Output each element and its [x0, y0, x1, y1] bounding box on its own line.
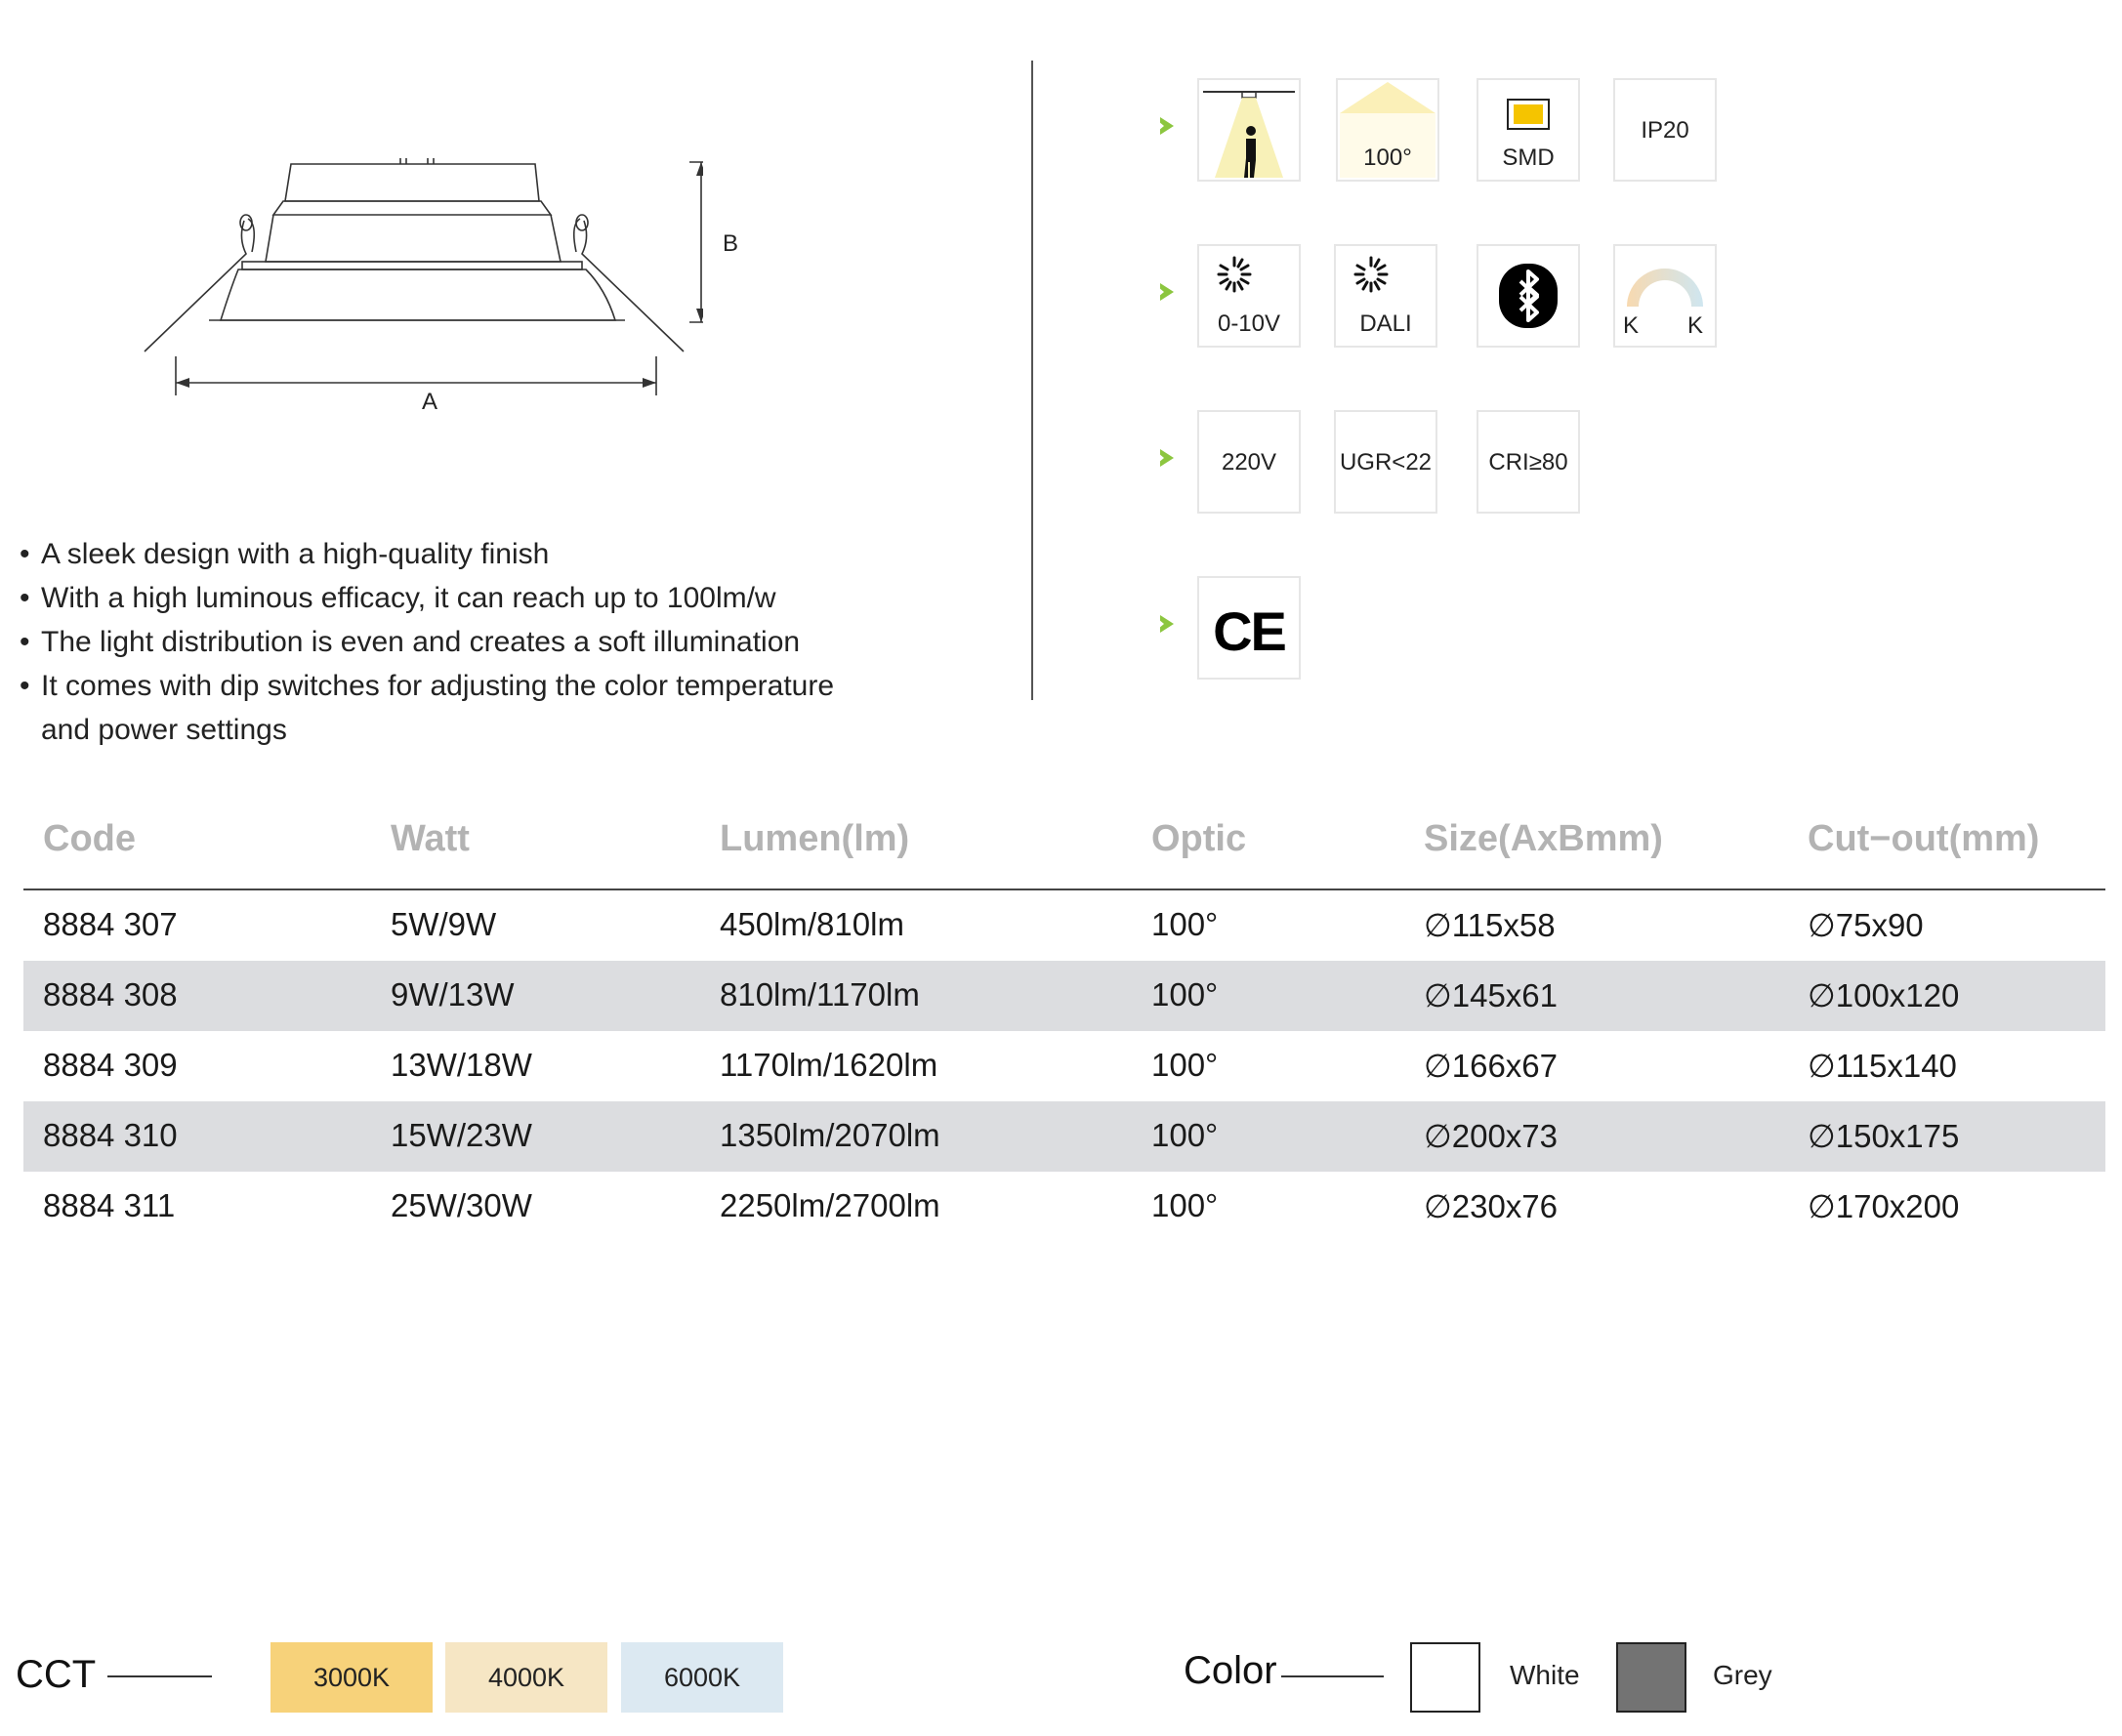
- arrow-icon: [1160, 117, 1174, 135]
- feature-item: • A sleek design with a high-quality finish: [20, 532, 1016, 576]
- cct-swatch-3000k: 3000K: [270, 1642, 433, 1713]
- cri-badge: CRI≥80: [1477, 410, 1580, 514]
- bullet-dot: •: [20, 582, 30, 614]
- table-row: 8884 311 25W/30W 2250lm/2700lm 100° ∅230x76 ∅170x200: [43, 1187, 1960, 1224]
- bullet-dot: •: [20, 626, 30, 658]
- arrow-icon: [1160, 283, 1174, 301]
- table-header: [23, 808, 2105, 890]
- color-label: Color: [1184, 1649, 1277, 1692]
- color-divider-line: [1281, 1675, 1384, 1677]
- header-size: Size(AxBmm): [1424, 818, 1663, 859]
- cct-label: CCT: [16, 1653, 97, 1696]
- table-row: 8884 309 13W/18W 1170lm/1620lm 100° ∅166x67 ∅115x140: [43, 1047, 1957, 1084]
- beam-angle-icon: 100°: [1336, 78, 1439, 182]
- bluetooth-icon: [1477, 244, 1580, 348]
- arrow-icon: [1160, 449, 1174, 467]
- ugr-badge: UGR<22: [1334, 410, 1437, 514]
- feature-item-continued: and power settings: [41, 714, 287, 746]
- downlight-sketch: [137, 146, 703, 420]
- feature-item: • The light distribution is even and creates a soft illumination: [20, 620, 1016, 664]
- color-swatch-white: [1410, 1642, 1480, 1713]
- dimension-label-a: A: [422, 389, 438, 415]
- table-row: 8884 307 5W/9W 450lm/810lm 100° ∅115x58 ∅75x90: [43, 906, 1924, 943]
- table-row: 8884 308 9W/13W 810lm/1170lm 100° ∅145x61 ∅100x120: [23, 961, 2105, 1031]
- color-name-grey: Grey: [1713, 1660, 1772, 1690]
- ce-mark-icon: CE: [1197, 576, 1301, 680]
- dimension-drawing: [137, 146, 739, 420]
- header-cutout: Cut−out(mm): [1808, 818, 2040, 859]
- arrow-icon: [1160, 615, 1174, 633]
- feature-item: • With a high luminous efficacy, it can reach up to 100lm/w: [20, 576, 1016, 620]
- beam-person-icon: [1197, 78, 1301, 182]
- color-swatch-grey: [1616, 1642, 1686, 1713]
- dimmer-dali-icon: DALI: [1334, 244, 1437, 348]
- spec-table: [23, 808, 2105, 1242]
- bullet-dot: •: [20, 538, 30, 570]
- cct-swatch-4000k: 4000K: [445, 1642, 607, 1713]
- vertical-divider: [1031, 61, 1033, 700]
- tunable-white-icon: K K: [1613, 244, 1717, 348]
- ip-rating-icon: IP20: [1613, 78, 1717, 182]
- color-name-white: White: [1510, 1660, 1580, 1690]
- feature-list: [20, 532, 1016, 752]
- voltage-badge: 220V: [1197, 410, 1301, 514]
- smd-chip-icon: SMD: [1477, 78, 1580, 182]
- cct-swatch-6000k: 6000K: [621, 1642, 783, 1713]
- dimension-label-b: B: [723, 230, 739, 257]
- header-lumen: Lumen(lm): [720, 818, 910, 859]
- table-row: 8884 310 15W/23W 1350lm/2070lm 100° ∅200x73 ∅150x175: [23, 1101, 2105, 1172]
- header-optic: Optic: [1151, 818, 1247, 859]
- cct-divider-line: [107, 1675, 212, 1677]
- bullet-dot: •: [20, 670, 30, 702]
- feature-item: • It comes with dip switches for adjusting the color temperature: [20, 664, 1016, 708]
- header-watt: Watt: [391, 818, 470, 859]
- dimmer-0-10v-icon: 0-10V: [1197, 244, 1301, 348]
- header-code: Code: [43, 818, 136, 859]
